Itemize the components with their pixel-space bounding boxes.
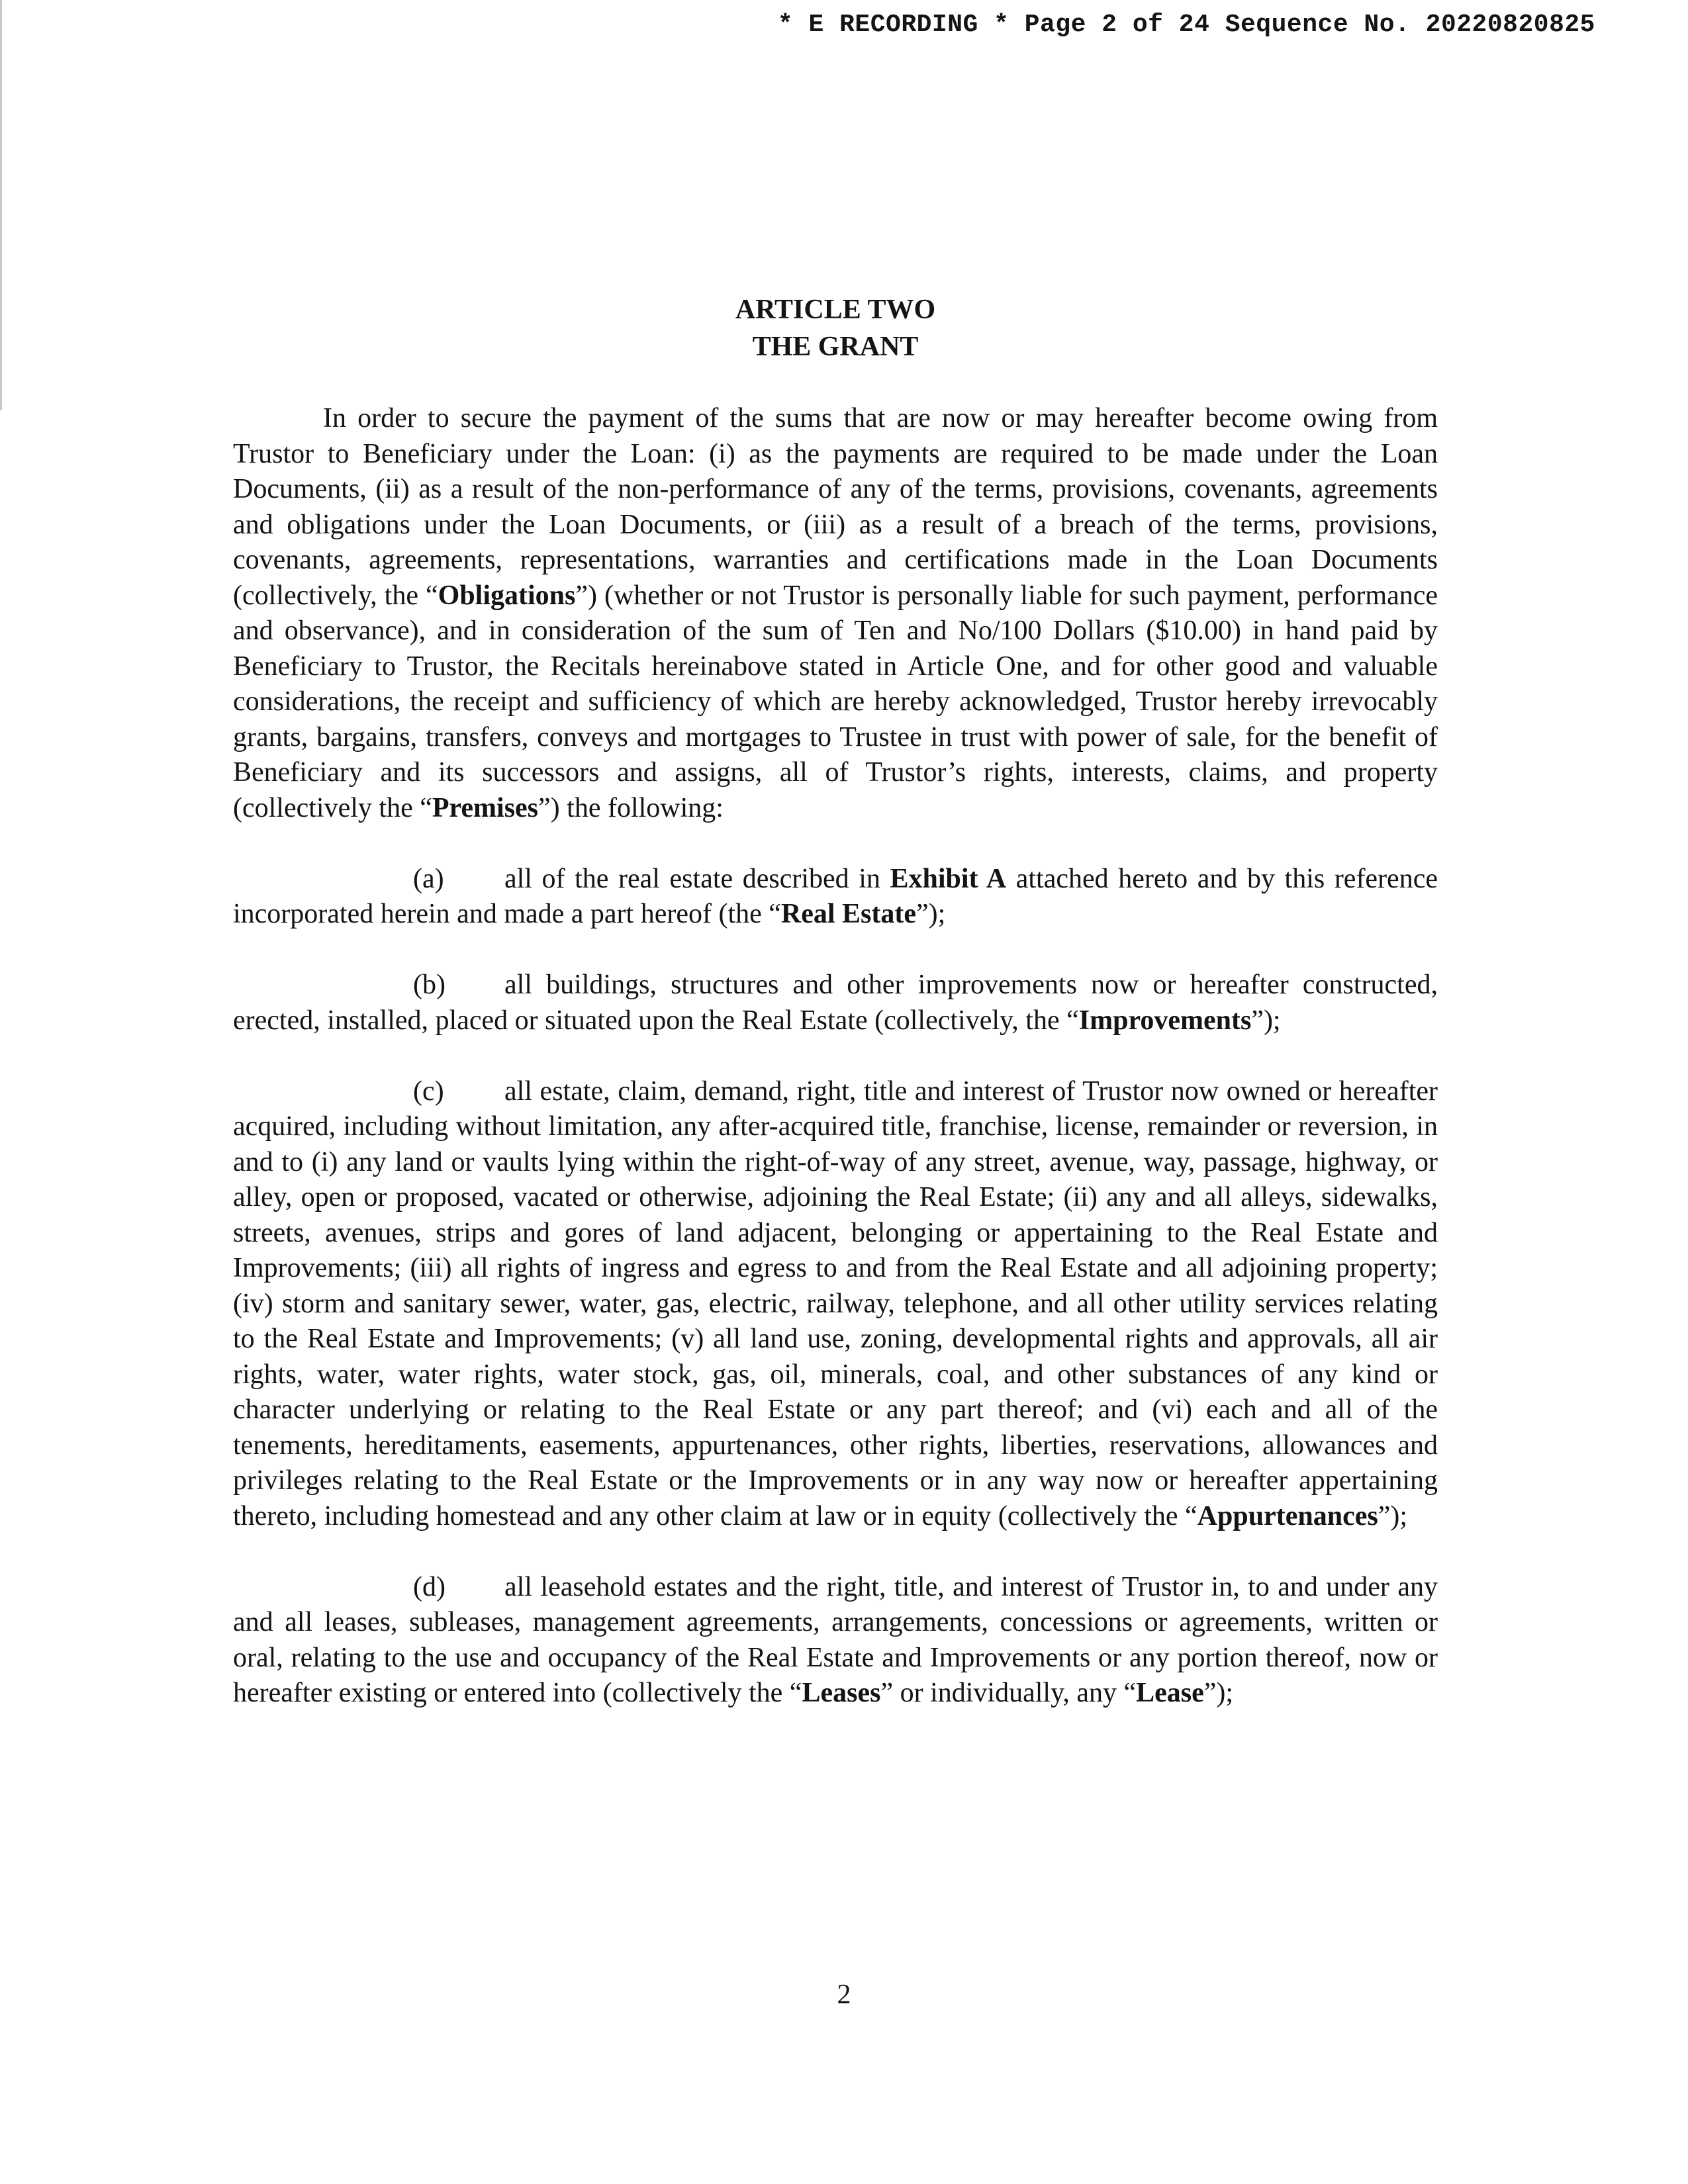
defined-term-appurtenances: Appurtenances xyxy=(1197,1500,1378,1531)
clause-c-label: (c) xyxy=(413,1075,444,1107)
clause-c-text-2: ”); xyxy=(1378,1500,1407,1531)
clause-d xyxy=(233,1570,1438,1711)
article-heading xyxy=(233,291,1438,365)
clause-a-label: (a) xyxy=(413,863,444,894)
clause-a xyxy=(233,862,1438,933)
article-number: ARTICLE TWO xyxy=(735,295,936,325)
intro-paragraph xyxy=(233,401,1438,826)
clause-c-text-1: all estate, claim, demand, right, title and interest of Trustor now owned or hereafter acquired, including without limitation, any after-acquired title, franchise, license, remainder or reversion, in and to (i) any land or vaults lying within the right-of-way of any street, avenue, way, passage, highway, or alley, open or proposed, vacated or otherwise, adjoining the Real Estate; (ii) any and all alleys, sidewalks, streets, avenues, strips and gores of land adjacent, belonging or appertaining to the Real Estate and Improvements; (iii) all rights of ingress and egress to and from the Real Estate and all adjoining property; (iv) storm and sanitary sewer, water, gas, electric, railway, telephone, and all other utility services relating to the Real Estate and Improvements; (v) all land use, zoning, developmental rights and approvals, all air rights, water, water rights, water stock, gas, oil, minerals, coal, and other substances of any kind or character underlying or relating to the Real Estate or any part thereof; and (vi) each and all of the tenements, hereditaments, easements, appurtenances, other rights, liberties, reservations, allowances and privileges relating to the Real Estate or the Improvements or in any way now or hereafter appertaining thereto, including homestead and any other claim at law or in equity (collectively the “ xyxy=(233,1075,1438,1531)
clause-d-text-3: ”); xyxy=(1203,1678,1234,1708)
defined-term-premises: Premises xyxy=(432,792,539,823)
intro-text-3: ”) the following: xyxy=(538,792,724,823)
defined-term-real-estate: Real Estate xyxy=(780,899,917,929)
clause-a-text-2: attached hereto and by this reference incorporated herein and made a part hereof (the “ xyxy=(233,863,1438,929)
defined-term-lease: Lease xyxy=(1136,1678,1204,1708)
clause-c xyxy=(233,1074,1438,1535)
article-title: THE GRANT xyxy=(752,332,919,362)
document-body xyxy=(233,291,1438,1747)
page-number: 2 xyxy=(837,1979,851,2010)
clause-a-text-1: all of the real estate described in xyxy=(504,863,890,894)
clause-b-text-2: ”); xyxy=(1251,1005,1281,1036)
clause-a-text-3: ”); xyxy=(916,899,946,929)
clause-d-label: (d) xyxy=(413,1571,445,1602)
defined-term-obligations: Obligations xyxy=(438,580,576,611)
recording-stamp: * E RECORDING * Page 2 of 24 Sequence No. 20220820825 xyxy=(777,11,1595,39)
clause-b-label: (b) xyxy=(413,970,445,1000)
intro-text-2: ”) (whether or not Trustor is personally liable for such payment, performance and observance), and in consideration of the sum of Ten and No/100 Dollars ($10.00) in hand paid by Beneficiary to Trustor, the Recitals hereinabove stated in Article One, and for other good and valuable considerations, the receipt and sufficiency of which are hereby acknowledged, Trustor hereby irrevocably grants, bargains, transfers, conveys and mortgages to Trustee in trust with power of sale, for the benefit of Beneficiary and its successors and assigns, all of Trustor’s rights, interests, claims, and property (collectively the “ xyxy=(233,580,1438,823)
clause-d-text-2: ” or individually, any “ xyxy=(880,1678,1137,1708)
exhibit-reference: Exhibit A xyxy=(890,863,1007,894)
scan-edge-mark xyxy=(0,0,2,410)
defined-term-leases: Leases xyxy=(802,1678,881,1708)
defined-term-improvements: Improvements xyxy=(1078,1005,1252,1036)
clause-b xyxy=(233,968,1438,1038)
clause-d-text-1: all leasehold estates and the right, title, and interest of Trustor in, to and under any and all leases, subleases, management agreements, arrangements, concessions or agreements, written or oral, relating to the use and occupancy of the Real Estate and Improvements or any portion thereof, now or hereafter existing or entered into (collectively the “ xyxy=(233,1571,1438,1708)
intro-text-1: In order to secure the payment of the sums that are now or may hereafter become owing from Trustor to Beneficiary under the Loan: (i) as the payments are required to be made under the Loan Documents, (ii) as a result of the non-performance of any of the terms, provisions, covenants, agreements and obligations under the Loan Documents, or (iii) as a result of a breach of the terms, provisions, covenants, agreements, representations, warranties and certifications made in the Loan Documents (collectively, the “ xyxy=(233,403,1438,611)
clause-b-text-1: all buildings, structures and other improvements now or hereafter constructed, erected, installed, placed or situated upon the Real Estate (collectively, the “ xyxy=(233,970,1438,1036)
